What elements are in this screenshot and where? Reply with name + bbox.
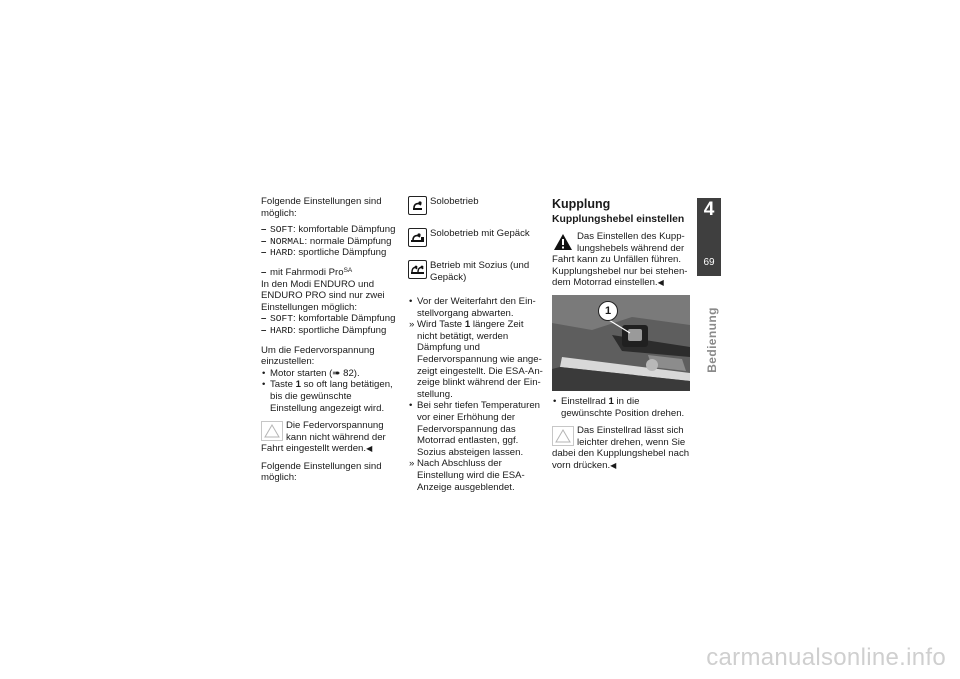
end-marker: ◀ (657, 278, 664, 288)
subsection-heading: Kupplungshebel einstellen (552, 214, 685, 225)
damping-list (261, 224, 401, 259)
watermark: carmanualsonline.info (706, 644, 946, 671)
procedure-item: » Nach Abschluss der Einstellung wird die ESA-Anzeige ausgeblendet. (409, 458, 525, 493)
damping-item-soft: – SOFT: komfortable Dämpfung (261, 224, 401, 236)
mode-solo: Solobetrieb (408, 196, 546, 222)
section-heading: Kupplung (552, 197, 611, 211)
step-start-engine: • Motor starten (➠ 82). (262, 367, 360, 379)
enduro-item-soft: – SOFT: komfortable Dämpfung (261, 313, 401, 325)
step-adjust-wheel: • Einstellrad 1 in die gewünschte Position drehen. (553, 395, 685, 419)
note-block: Das Einstellrad lässt sich leichter drehen, wenn Sie dabei den Kupplungshebel nach vorn drücken.◀ (552, 425, 690, 471)
step-press-key: • Taste 1 so oft lang betätigen, bis die gewünschte Einstellung angezeigt wird. (262, 379, 393, 414)
column-right (552, 196, 692, 478)
spring-intro: Um die Federvorspannung einzustellen: (261, 344, 375, 368)
page-number: 69 (703, 257, 715, 268)
model-condition: – mit Fahrmodi Pro$^{SA}$ (261, 267, 401, 279)
procedure-item: » Wird Taste 1 längere Zeit nicht betätigt, werden Dämpfung und Federvorspannung wie angezeigt eingestellt. Die ESA-Anzeige blinkt während der Einstellung. (409, 319, 543, 400)
photo-callout: 1 (598, 301, 618, 321)
rider-luggage-icon (408, 228, 427, 247)
note-icon (261, 421, 283, 441)
mode-solo-luggage: Solobetrieb mit Gepäck (408, 228, 546, 254)
settings-intro: Folgende Einstellungen sind möglich: (261, 196, 382, 219)
note-icon (552, 426, 574, 446)
rider-solo-icon (408, 196, 427, 215)
note-block: Die Federvorspannung kann nicht während der Fahrt eingestellt werden.◀ (261, 420, 386, 455)
clutch-lever-photo (552, 295, 690, 391)
enduro-damping-list (261, 313, 401, 336)
page-ref-arrow-icon: ➠ (332, 367, 341, 379)
settings-intro-2: Folgende Einstellungen sind möglich: (261, 460, 382, 484)
enduro-item-hard: – HARD: sportliche Dämpfung (261, 325, 401, 337)
damping-item-normal: – NORMAL: normale Dämpfung (261, 236, 401, 248)
procedure-item: • Bei sehr tiefen Temperaturen vor einer Erhöhung der Federvorspannung das Motorrad entlasten, ggf. Sozius absteigen lassen. (409, 400, 541, 458)
mode-passenger: Betrieb mit Sozius (und Gepäck) (408, 260, 546, 290)
chapter-number: 4 (703, 199, 715, 220)
modes-text: In den Modi ENDURO und ENDURO PRO sind nur zwei Einstellungen möglich: (261, 278, 385, 313)
procedure-item: • Vor der Weiterfahrt den Einstellvorgang abwarten. (409, 296, 536, 319)
procedure-list (408, 296, 546, 493)
end-marker: ◀ (610, 460, 617, 470)
warning-icon (552, 232, 574, 252)
section-side-label: Bedienung (705, 307, 719, 373)
column-left (261, 196, 401, 489)
damping-item-hard: – HARD: sportliche Dämpfung (261, 247, 401, 259)
rider-passenger-icon (408, 260, 427, 279)
column-middle (408, 196, 546, 493)
end-marker: ◀ (366, 444, 373, 454)
warning-block: Das Einstellen des Kupplungshebels während der Fahrt kann zu Unfällen führen. Kupplungshebel nur bei stehendem Motorrad einstellen.◀ (552, 231, 688, 289)
